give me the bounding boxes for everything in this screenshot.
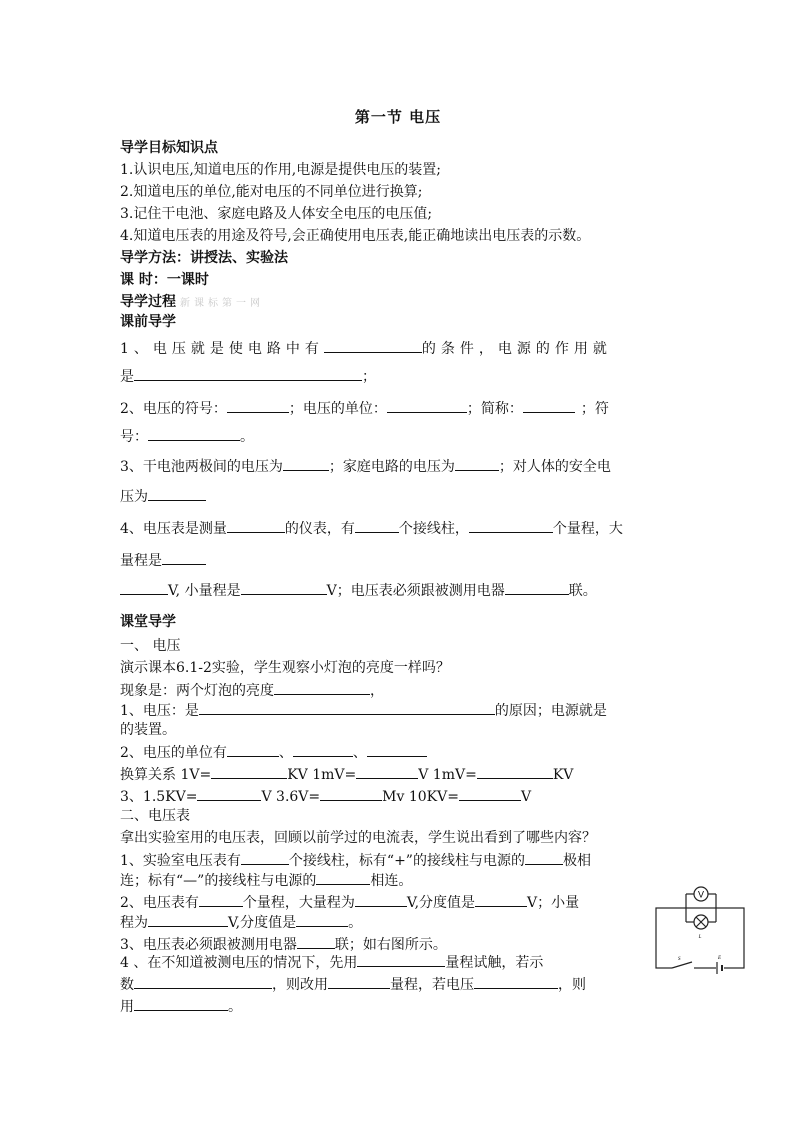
t4-line1 — [120, 952, 543, 973]
goals-heading: 导学目标知识点 — [120, 140, 218, 156]
conv-text-a: 换算关系 1V= — [120, 767, 212, 783]
t2-text-b: 个量程，大量程为 — [242, 895, 355, 911]
blank[interactable] — [148, 426, 240, 441]
class-heading: 课堂导学 — [120, 614, 176, 630]
t2-text-g: 。 — [348, 915, 363, 931]
phen-text-a: 现象是：两个灯泡的亮度 — [120, 683, 274, 699]
t1-text-e: 相连。 — [370, 873, 413, 889]
t2-text-e: 程为 — [120, 915, 148, 931]
pre-q3-text-b: ；家庭电路的电压为 — [328, 459, 455, 475]
pre-q2-text-b: ；电压的单位： — [288, 401, 387, 417]
blank[interactable] — [324, 338, 422, 353]
blank[interactable] — [227, 518, 285, 533]
t4-text-b: 量程试触，若示 — [445, 955, 544, 971]
t2-text-f: V,分度值是 — [228, 915, 297, 931]
pre-q4-line1 — [120, 518, 623, 539]
c2-text-a: 2、电压的单位有 — [120, 745, 227, 761]
blank[interactable] — [320, 786, 382, 801]
blank[interactable] — [474, 974, 558, 989]
blank[interactable] — [477, 764, 553, 779]
t4-text-e: 量程，若电压 — [390, 977, 474, 993]
pre-q4-text-d: 个量程，大 — [552, 521, 623, 537]
page-title: 第一节 电压 — [354, 108, 442, 126]
c3-text-c: Mv 10KV= — [382, 789, 459, 805]
phenomenon-line — [120, 680, 384, 701]
pre-q2-text-c: ；简称： — [466, 401, 523, 417]
blank[interactable] — [148, 486, 206, 501]
pre-q2-line2 — [120, 426, 254, 447]
pre-q1-text-d: ； — [362, 369, 376, 385]
process-heading: 导学过程 — [120, 294, 176, 310]
c2-text-b: 、 — [278, 745, 293, 761]
blank[interactable] — [505, 580, 569, 595]
t1-text-b: 个接线柱，标有“+”的接线柱与电源的 — [288, 853, 525, 869]
c2-line — [120, 742, 427, 763]
t4-text-c: 数 — [120, 977, 134, 993]
c3-text-b: V 3.6V= — [261, 789, 321, 805]
c1-text-b: 的原因；电源就是 — [494, 703, 607, 719]
c1-line1 — [120, 700, 607, 721]
conv-text-c: V 1mV= — [418, 767, 477, 783]
pre-q2-text-a: 2、电压的符号： — [120, 401, 227, 417]
watermark: 新课标第一网 — [180, 298, 264, 309]
pre-q1-line1 — [120, 338, 612, 359]
t1-line2 — [120, 870, 412, 891]
goal-item-3: 3.记住干电池、家庭电路及人体安全电压的电压值; — [120, 206, 433, 222]
pre-q3-line2 — [120, 486, 206, 507]
blank[interactable] — [227, 398, 289, 413]
pre-q4-text-c: 个接线柱， — [398, 521, 469, 537]
blank[interactable] — [328, 974, 390, 989]
blank[interactable] — [455, 456, 499, 471]
section-2-heading: 二、电压表 — [120, 808, 190, 824]
blank[interactable] — [148, 912, 228, 927]
blank[interactable] — [197, 786, 261, 801]
pre-q4-text-b: 的仪表，有 — [284, 521, 355, 537]
blank[interactable] — [134, 996, 228, 1011]
pre-q2-text-e: 号： — [120, 429, 148, 445]
blank[interactable] — [283, 456, 329, 471]
blank[interactable] — [316, 870, 370, 885]
t1-line1 — [120, 850, 591, 871]
blank[interactable] — [241, 850, 289, 865]
t2-text-c: V,分度值是 — [406, 895, 476, 911]
blank[interactable] — [293, 742, 353, 757]
blank[interactable] — [274, 680, 370, 695]
t3-text-b: 联；如右图所示。 — [334, 937, 447, 953]
c2-text-c: 、 — [352, 745, 367, 761]
switch-label: S — [678, 957, 681, 962]
t2-line1 — [120, 892, 579, 913]
pre-q2-text-d: ；符 — [580, 401, 609, 417]
pre-q4-text-a: 4、电压表是测量 — [120, 521, 227, 537]
section-1-heading: 一、 电压 — [120, 638, 181, 654]
blank[interactable] — [367, 742, 427, 757]
blank[interactable] — [357, 952, 445, 967]
process-line — [120, 292, 264, 314]
c1-line2: 的装置。 — [120, 722, 176, 738]
blank[interactable] — [296, 912, 348, 927]
blank[interactable] — [459, 786, 521, 801]
t2-text-a: 2、电压表有 — [120, 895, 199, 911]
intro-line: 拿出实验室用的电压表，回顾以前学过的电流表，学生说出看到了哪些内容？ — [120, 830, 596, 846]
blank[interactable] — [227, 742, 279, 757]
phen-text-b: ， — [370, 683, 384, 699]
pre-q4-text-g: V；电压表必须跟被测用电器 — [326, 583, 505, 599]
pre-q2-text-f: 。 — [240, 429, 254, 445]
blank[interactable] — [199, 700, 495, 715]
pre-q1-line2 — [120, 366, 376, 387]
goal-item-4: 4.知道电压表的用途及符号,会正确使用电压表,能正确地读出电压表的示数。 — [120, 228, 591, 244]
circuit-diagram — [650, 880, 750, 980]
pre-q4-text-e: 量程是 — [120, 553, 162, 569]
blank[interactable] — [162, 550, 206, 565]
t4-line2 — [120, 974, 586, 995]
pre-q3-text-c: ；对人体的安全电 — [498, 459, 611, 475]
goal-item-1: 1.认识电压,知道电压的作用,电源是提供电压的装置; — [120, 162, 441, 178]
pre-q1-text-b: 的条件，电源的作用就 — [421, 341, 612, 357]
c3-line — [120, 786, 531, 807]
hours-line: 课 时：一课时 — [120, 272, 209, 288]
pre-q3-text-a: 3、干电池两极间的电压为 — [120, 459, 283, 475]
t2-text-d: V；小量 — [527, 895, 580, 911]
pre-q2-line1 — [120, 398, 609, 419]
blank[interactable] — [297, 934, 335, 949]
blank[interactable] — [355, 518, 399, 533]
t4-text-d: ，则改用 — [272, 977, 328, 993]
conv-text-b: KV 1mV= — [287, 767, 357, 783]
t4-text-a: 4 、在不知道被测电压的情况下，先用 — [120, 955, 358, 971]
pre-heading: 课前导学 — [120, 314, 176, 330]
blank[interactable] — [356, 764, 418, 779]
pre-q3-line1 — [120, 456, 611, 477]
blank[interactable] — [355, 892, 407, 907]
t4-text-f: ，则 — [558, 977, 586, 993]
blank[interactable] — [475, 892, 527, 907]
pre-q1-text-a: 1、电压就是使电路中有 — [120, 341, 324, 357]
pre-q4-line2 — [120, 550, 206, 571]
conv-text-d: KV — [552, 767, 574, 783]
t4-line3 — [120, 996, 242, 1017]
blank[interactable] — [387, 398, 467, 413]
c3-text-d: V — [520, 789, 532, 805]
demo-line: 演示课本6.1-2实验，学生观察小灯泡的亮度一样吗？ — [120, 660, 450, 676]
t1-text-a: 1、实验室电压表有 — [120, 853, 241, 869]
pre-q4-text-h: 联。 — [568, 583, 597, 599]
blank[interactable] — [241, 580, 327, 595]
c3-text-a: 3、1.5KV= — [120, 789, 198, 805]
voltmeter-label: V — [697, 889, 705, 900]
t4-text-g: 用 — [120, 999, 134, 1015]
blank[interactable] — [525, 850, 563, 865]
pre-q4-text-f: V, 小量程是 — [168, 583, 241, 599]
pre-q3-text-d: 压为 — [120, 489, 148, 505]
blank[interactable] — [199, 892, 243, 907]
t1-text-c: 极相 — [562, 853, 591, 869]
pre-q4-line3 — [120, 580, 597, 601]
goal-item-2: 2.知道电压的单位,能对电压的不同单位进行换算; — [120, 184, 423, 200]
blank[interactable] — [469, 518, 553, 533]
t3-text-a: 3、电压表必须跟被测用电器 — [120, 937, 297, 953]
t4-text-h: 。 — [228, 999, 242, 1015]
blank[interactable] — [134, 974, 272, 989]
blank[interactable] — [211, 764, 287, 779]
t2-line2 — [120, 912, 362, 933]
pre-q1-text-c: 是 — [120, 369, 134, 385]
lamp-label: L — [698, 935, 702, 940]
blank[interactable] — [523, 398, 575, 413]
c1-text-a: 1、电压：是 — [120, 703, 199, 719]
blank[interactable] — [120, 580, 168, 595]
method-line: 导学方法：讲授法、实验法 — [120, 250, 288, 266]
conversion-line — [120, 764, 573, 785]
blank[interactable] — [134, 366, 362, 381]
battery-label: E — [718, 956, 722, 961]
t1-text-d: 连；标有“—”的接线柱与电源的 — [120, 873, 317, 889]
